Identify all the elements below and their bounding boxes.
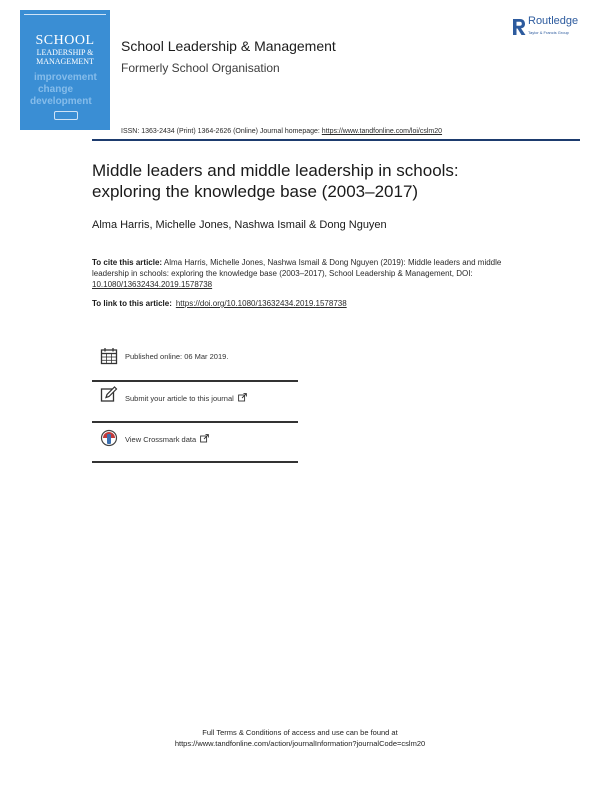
cover-word-improvement: improvement: [34, 72, 97, 83]
submit-edit-icon: [100, 386, 118, 404]
article-authors: Alma Harris, Michelle Jones, Nashwa Ismail & Dong Nguyen: [92, 219, 387, 231]
cover-word-development: development: [30, 96, 92, 107]
issn-line: [121, 128, 442, 135]
publisher-name: Routledge: [528, 15, 579, 27]
cover-title-line2: LEADERSHIP &: [36, 48, 94, 57]
publisher-tagline: Taylor & Francis Group: [528, 30, 569, 35]
article-doi-link[interactable]: https://doi.org/10.1080/13632434.2019.1578738: [175, 299, 347, 308]
published-online-text: Published online: 06 Mar 2019.: [125, 352, 229, 361]
cover-title-line3: MANAGEMENT: [36, 57, 94, 66]
external-link-icon: [238, 393, 247, 402]
journal-title: School Leadership & Management: [121, 38, 336, 54]
citation-doi-link[interactable]: 10.1080/13632434.2019.1578738: [92, 280, 213, 289]
footer-terms-text: Full Terms & Conditions of access and use can be found at: [202, 728, 398, 737]
link-block: [92, 299, 347, 308]
cover-word-change: change: [38, 84, 74, 95]
citation-block: [92, 257, 512, 290]
submit-article-link[interactable]: [125, 393, 247, 403]
journal-homepage-link[interactable]: https://www.tandfonline.com/loi/cslm20: [321, 128, 443, 135]
journal-subtitle: Formerly School Organisation: [121, 61, 280, 75]
divider-1: [92, 380, 298, 382]
article-title-line1: Middle leaders and middle leadership in schools:: [92, 161, 459, 180]
view-crossmark-link[interactable]: [125, 434, 209, 444]
footer-terms-link[interactable]: https://www.tandfonline.com/action/journalInformation?journalCode=cslm20: [174, 739, 426, 748]
cover-header-line: [24, 14, 106, 19]
citation-text: Alma Harris, Michelle Jones, Nashwa Ismail & Dong Nguyen (2019): Middle leaders and middle leadership in schools: exploring the knowledge base (2003–2017), School Leadership & Management, DOI:: [92, 258, 502, 278]
divider-2: [92, 421, 298, 423]
cover-publisher-logo: [54, 111, 78, 120]
issn-text: ISSN: 1363-2434 (Print) 1364-2626 (Online) Journal homepage:: [121, 128, 322, 135]
article-title: [92, 160, 562, 202]
routledge-logo-icon: [510, 17, 528, 37]
header-divider: [92, 139, 580, 141]
crossmark-label: View Crossmark data: [125, 435, 197, 444]
citation-label: To cite this article:: [92, 258, 163, 267]
cover-title-line1: SCHOOL: [35, 33, 95, 48]
link-label: To link to this article:: [92, 299, 172, 308]
crossmark-icon: [100, 429, 118, 447]
submit-article-label: Submit your article to this journal: [125, 394, 234, 403]
calendar-icon: [100, 347, 118, 365]
article-title-line2: exploring the knowledge base (2003–2017): [92, 182, 419, 201]
divider-3: [92, 461, 298, 463]
journal-cover: [20, 10, 110, 130]
external-link-icon: [200, 434, 209, 443]
